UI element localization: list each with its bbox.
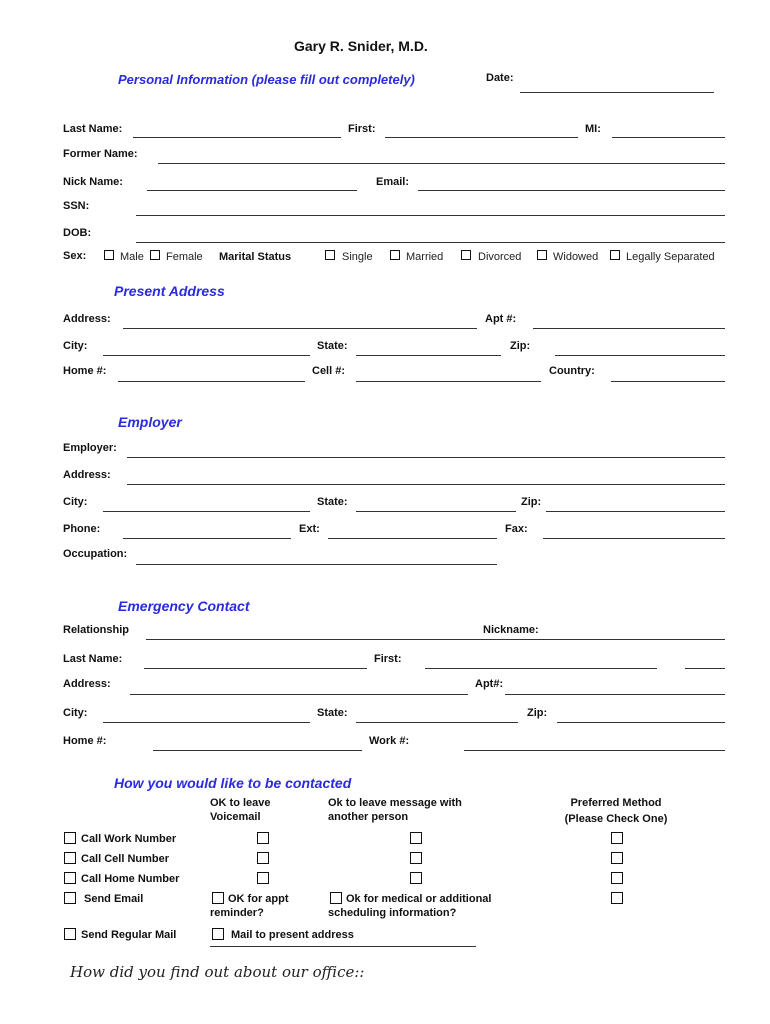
employer-ext-field[interactable] <box>328 538 497 539</box>
first-name-label: First: <box>348 123 376 135</box>
call-cell-voicemail-checkbox[interactable] <box>257 852 269 864</box>
emergency-first-name-field[interactable] <box>425 668 657 669</box>
married-checkbox[interactable] <box>390 250 400 260</box>
col-voicemail-header-2: Voicemail <box>210 811 261 823</box>
zip-label: Zip: <box>510 340 531 352</box>
emergency-work-field[interactable] <box>464 750 725 751</box>
nick-name-field[interactable] <box>147 190 357 191</box>
employer-field[interactable] <box>127 457 725 458</box>
employer-fax-field[interactable] <box>543 538 725 539</box>
sex-label: Sex: <box>63 250 87 262</box>
call-work-preferred-checkbox[interactable] <box>611 832 623 844</box>
widowed-checkbox[interactable] <box>537 250 547 260</box>
former-name-field[interactable] <box>158 163 725 164</box>
col-preferred-header-2: (Please Check One) <box>564 813 668 825</box>
send-email-preferred-checkbox[interactable] <box>611 892 623 904</box>
call-work-label: Call Work Number <box>81 833 177 845</box>
female-checkbox[interactable] <box>150 250 160 260</box>
col-preferred-header-1: Preferred Method <box>570 797 662 809</box>
personal-info-heading: Personal Information (please fill out completely) <box>118 72 415 87</box>
present-address-heading: Present Address <box>114 283 225 299</box>
first-name-field[interactable] <box>385 137 578 138</box>
contact-preferences-heading: How you would like to be contacted <box>114 775 352 791</box>
zip-field[interactable] <box>555 355 725 356</box>
address-label: Address: <box>63 313 111 325</box>
date-field[interactable] <box>520 92 714 93</box>
call-home-preferred-checkbox[interactable] <box>611 872 623 884</box>
ssn-label: SSN: <box>63 200 90 212</box>
send-mail-checkbox[interactable] <box>64 928 76 940</box>
call-home-voicemail-checkbox[interactable] <box>257 872 269 884</box>
emergency-city-field[interactable] <box>103 722 310 723</box>
emergency-last-name-field[interactable] <box>144 668 367 669</box>
emergency-contact-heading: Emergency Contact <box>118 598 250 614</box>
divorced-checkbox[interactable] <box>461 250 471 260</box>
employer-city-label: City: <box>63 496 88 508</box>
employer-heading: Employer <box>118 414 182 430</box>
emergency-mi-field[interactable] <box>685 668 725 669</box>
single-label: Single <box>342 251 373 263</box>
employer-phone-field[interactable] <box>123 538 291 539</box>
mail-present-address-label: Mail to present address <box>231 929 354 941</box>
country-field[interactable] <box>611 381 725 382</box>
call-work-message-checkbox[interactable] <box>410 832 422 844</box>
last-name-field[interactable] <box>133 137 341 138</box>
ssn-field[interactable] <box>136 215 725 216</box>
emergency-zip-label: Zip: <box>527 707 548 719</box>
legally-separated-label: Legally Separated <box>626 251 715 263</box>
employer-state-field[interactable] <box>356 511 516 512</box>
emergency-address-field[interactable] <box>130 694 468 695</box>
address-field[interactable] <box>123 328 477 329</box>
former-name-label: Former Name: <box>63 148 138 160</box>
ok-appt-label-2: reminder? <box>210 907 264 919</box>
employer-ext-label: Ext: <box>299 523 320 535</box>
emergency-address-label: Address: <box>63 678 111 690</box>
emergency-home-field[interactable] <box>153 750 362 751</box>
employer-zip-field[interactable] <box>546 511 725 512</box>
emergency-state-field[interactable] <box>356 722 518 723</box>
found-office-question: How did you find out about our office:: <box>70 963 365 981</box>
call-home-message-checkbox[interactable] <box>410 872 422 884</box>
cell-phone-field[interactable] <box>356 381 541 382</box>
col-message-header-2: another person <box>328 811 409 823</box>
cell-phone-label: Cell #: <box>312 365 346 377</box>
call-home-label: Call Home Number <box>81 873 180 885</box>
emergency-home-label: Home #: <box>63 735 107 747</box>
dob-field[interactable] <box>136 242 725 243</box>
call-cell-preferred-checkbox[interactable] <box>611 852 623 864</box>
female-label: Female <box>166 251 203 263</box>
emergency-last-name-label: Last Name: <box>63 653 123 665</box>
emergency-zip-field[interactable] <box>557 722 725 723</box>
state-label: State: <box>317 340 348 352</box>
home-phone-label: Home #: <box>63 365 107 377</box>
country-label: Country: <box>549 365 595 377</box>
city-label: City: <box>63 340 88 352</box>
relationship-field[interactable] <box>146 639 725 640</box>
employer-phone-label: Phone: <box>63 523 101 535</box>
employer-zip-label: Zip: <box>521 496 542 508</box>
ok-appt-reminder-checkbox[interactable] <box>212 892 224 904</box>
ok-medical-label-2: scheduling information? <box>328 907 457 919</box>
col-voicemail-header-1: OK to leave <box>210 797 271 809</box>
emergency-first-name-label: First: <box>374 653 402 665</box>
call-work-voicemail-checkbox[interactable] <box>257 832 269 844</box>
widowed-label: Widowed <box>553 251 599 263</box>
marital-status-label: Marital Status <box>219 251 292 263</box>
send-email-checkbox[interactable] <box>64 892 76 904</box>
employer-city-field[interactable] <box>103 511 310 512</box>
mail-present-address-line <box>210 946 476 947</box>
legally-separated-checkbox[interactable] <box>610 250 620 260</box>
city-field[interactable] <box>103 355 310 356</box>
male-checkbox[interactable] <box>104 250 114 260</box>
employer-state-label: State: <box>317 496 348 508</box>
occupation-field[interactable] <box>136 564 497 565</box>
state-field[interactable] <box>356 355 501 356</box>
nick-name-label: Nick Name: <box>63 176 123 188</box>
ok-medical-label-1: Ok for medical or additional <box>346 893 492 905</box>
email-label: Email: <box>376 176 410 188</box>
ok-appt-label-1: OK for appt <box>228 893 289 905</box>
relationship-label: Relationship <box>63 624 130 636</box>
call-work-checkbox[interactable] <box>64 832 76 844</box>
single-checkbox[interactable] <box>325 250 335 260</box>
emergency-work-label: Work #: <box>369 735 410 747</box>
date-label: Date: <box>486 72 514 84</box>
call-cell-checkbox[interactable] <box>64 852 76 864</box>
call-cell-label: Call Cell Number <box>81 853 170 865</box>
male-label: Male <box>120 251 144 263</box>
married-label: Married <box>406 251 444 263</box>
occupation-label: Occupation: <box>63 548 128 560</box>
ok-medical-info-checkbox[interactable] <box>330 892 342 904</box>
mi-field[interactable] <box>612 137 725 138</box>
divorced-label: Divorced <box>478 251 522 263</box>
mail-present-address-checkbox[interactable] <box>212 928 224 940</box>
apt-field[interactable] <box>533 328 725 329</box>
home-phone-field[interactable] <box>118 381 305 382</box>
emergency-apt-label: Apt#: <box>475 678 504 690</box>
col-message-header-1: Ok to leave message with <box>328 797 462 809</box>
emergency-apt-field[interactable] <box>505 694 725 695</box>
doctor-name: Gary R. Snider, M.D. <box>294 38 428 54</box>
mi-label: MI: <box>585 123 601 135</box>
send-email-label: Send Email <box>84 893 144 905</box>
employer-fax-label: Fax: <box>505 523 528 535</box>
employer-address-label: Address: <box>63 469 111 481</box>
send-mail-label: Send Regular Mail <box>81 929 177 941</box>
employer-label: Employer: <box>63 442 117 454</box>
apt-label: Apt #: <box>485 313 517 325</box>
dob-label: DOB: <box>63 227 92 239</box>
email-field[interactable] <box>418 190 725 191</box>
call-cell-message-checkbox[interactable] <box>410 852 422 864</box>
last-name-label: Last Name: <box>63 123 123 135</box>
nickname-label: Nickname: <box>483 624 539 636</box>
call-home-checkbox[interactable] <box>64 872 76 884</box>
emergency-state-label: State: <box>317 707 348 719</box>
employer-address-field[interactable] <box>127 484 725 485</box>
emergency-city-label: City: <box>63 707 88 719</box>
